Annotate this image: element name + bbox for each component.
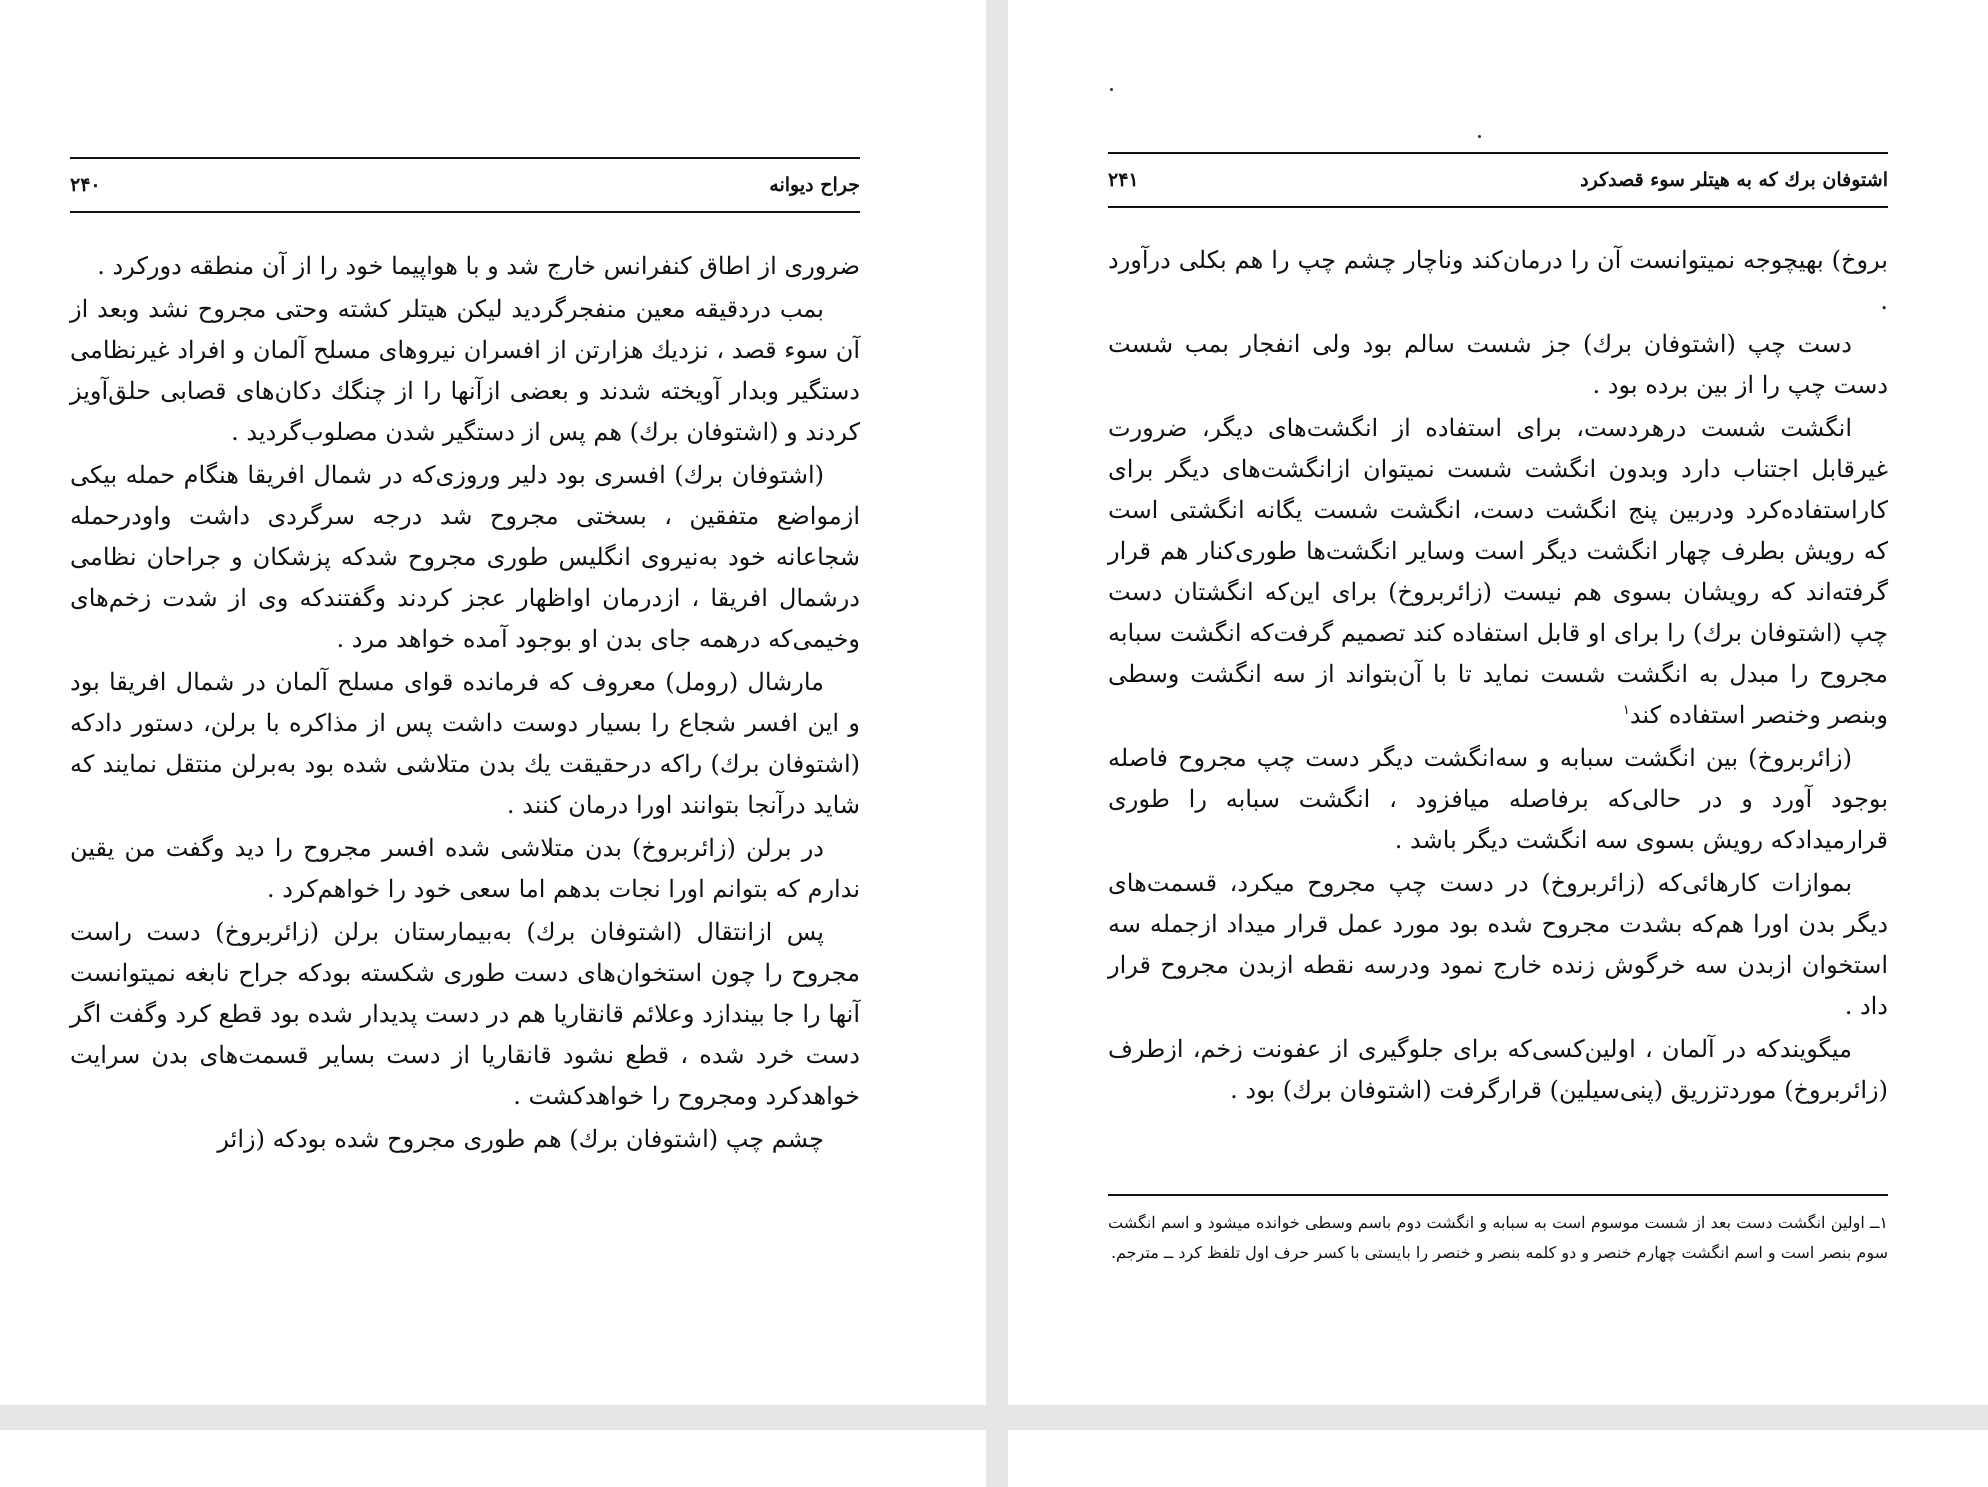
right-page-body [1108, 240, 1888, 1113]
paragraph: ضروری از اطاق کنفرانس خارج شد و با هواپیما خود را از آن منطقه دورکرد . [97, 252, 860, 280]
left-page-body [70, 246, 860, 1162]
paragraph: (اشتوفان برك) افسری بود دلیر وروزی‌که در شمال افریقا هنگام حمله بیکی ازمواضع متفقین ، بسختی مجروح شد درجه سرگردی داشت واودرحمله شجاعانه خود به‌نیروی انگلیس طوری مجروح شدکه پزشکان و جراحان نظامی درشمال افریقا ، ازدرمان اواظهار عجز کردند وگفتندکه وی از شدت زخم‌های وخیمی‌که درهمه جای بدن او بوجود آمده خواهد مرد . [70, 461, 860, 653]
footnote: ۱ــ اولین انگشت دست بعد از شست موسوم است به سبابه و انگشت دوم باسم وسطی خوانده میشود و اسم انگشت سوم بنصر است و اسم انگشت چهارم خنصر و دو کلمه بنصر و خنصر را بایستی با کسر حرف اول تلفظ کرد ــ مترجم. [1108, 1194, 1888, 1268]
paragraph: مارشال (رومل) معروف که فرمانده قوای مسلح آلمان در شمال افریقا بود و این افسر شجاع را بسیار دوست داشت پس از مذاکره با برلن، دستور دادکه (اشتوفان برك) راکه درحقیقت یك بدن متلاشی شده بود به‌برلن منتقل نمایند که شاید درآنجا بتوانند اورا درمان کنند . [70, 668, 860, 819]
paragraph: پس ازانتقال (اشتوفان برك) به‌بیمارستان برلن (زائربروخ) دست راست مجروح را چون استخوان‌های دست طوری شکسته بودکه جراح نابغه نمیتوانست آنها را جا بیندازد وعلائم قانقاریا هم در دست پدیدار شده بود قطع کرد وگفت اگر دست خرد شده ، قطع نشود قانقاریا از دست بسایر قسمت‌های بدن سرایت خواهدکرد ومجروح را خواهدکشت . [70, 918, 860, 1110]
left-page-header [70, 157, 860, 213]
paragraph: (زائربروخ) بین انگشت سبابه و سه‌انگشت دیگر دست چپ مجروح فاصله بوجود آورد و در حالی‌که برفاصله میافزود ، انگشت سبابه را طوری قرارمیدادکه رویش بسوی سه انگشت دیگر باشد . [1108, 744, 1888, 854]
paragraph: دست چپ (اشتوفان برك) جز شست سالم بود ولی انفجار بمب شست دست چپ را از بین برده بود . [1108, 330, 1888, 399]
scan-speck [1478, 135, 1481, 138]
paragraph: در برلن (زائربروخ) بدن متلاشی شده افسر مجروح را دید وگفت من یقین ندارم که بتوانم اورا نجات بدهم اما سعی خود را خواهم‌کرد . [70, 834, 860, 903]
left-page-number: ۲۴۰ [70, 174, 101, 196]
next-left-page-edge [0, 1430, 986, 1487]
paragraph: بروخ) بهیچوجه نمیتوانست آن را درمان‌کند وناچار چشم چپ را هم بکلی درآورد . [1108, 246, 1888, 315]
paragraph: میگویندکه در آلمان ، اولین‌کسی‌که برای جلوگیری از عفونت زخم، ازطرف (زائربروخ) موردتزریق (پنی‌سیلین) قرارگرفت (اشتوفان برك) بود . [1108, 1035, 1888, 1104]
left-page [0, 0, 986, 1405]
right-page-running-title: اشتوفان برك که به هیتلر سوء قصدکرد [1580, 169, 1888, 191]
paragraph: بمب دردقیقه معین منفجرگردید لیکن هیتلر کشته وحتی مجروح نشد وبعد از آن سوء قصد ، نزدیك هزارتن از افسران نیروهای مسلح آلمان و افراد غیرنظامی دستگیر وبدار آویخته شدند و بعضی ازآنها را از چنگك دکان‌های قصابی حلق‌آویز کردند و (اشتوفان برك) هم پس از دستگیر شدن مصلوب‌گردید . [70, 295, 860, 446]
paragraph [1108, 408, 1888, 736]
footnote-marker: ۱ [1622, 703, 1630, 718]
left-page-running-title: جراح دیوانه [769, 174, 860, 196]
paragraph-text: انگشت شست درهردست، برای استفاده از انگشت‌های دیگر، ضرورت غیرقابل اجتناب دارد وبدون انگشت شست نمیتوان ازانگشت‌های دیگر برای کاراستفاده‌کرد ودربین پنج انگشت دست، انگشت شست یگانه انگشتی است که رویش بطرف چهار انگشت دیگر است وسایر انگشت‌ها طوری‌کنار هم قرار گرفته‌اند که رویشان بسوی هم نیست (زائربروخ) برای این‌که انگشتان دست چپ (اشتوفان برك) را برای او قابل استفاده کند تصمیم گرفت‌که انگشت سبابه مجروح را مبدل به انگشت شست نماید تا با آن‌بتواند از سه انگشت وسطی وبنصر وخنصر استفاده کند [1108, 414, 1888, 729]
next-right-page-edge [1008, 1430, 1988, 1487]
paragraph: چشم چپ (اشتوفان برك) هم طوری مجروح شده بودکه (زائر [217, 1125, 824, 1153]
right-page [1008, 0, 1988, 1405]
scan-speck [1110, 88, 1113, 91]
right-page-header [1108, 152, 1888, 208]
right-page-number: ۲۴۱ [1108, 169, 1139, 191]
paragraph: بموازات کارهائی‌که (زائربروخ) در دست چپ مجروح میکرد، قسمت‌های دیگر بدن اورا هم‌که بشدت مجروح شده بود مورد عمل قرار میداد ازجمله سه استخوان ازبدن سه خرگوش زنده خارج نمود ودرسه نقطه ازبدن مجروح قرار داد . [1108, 869, 1888, 1020]
